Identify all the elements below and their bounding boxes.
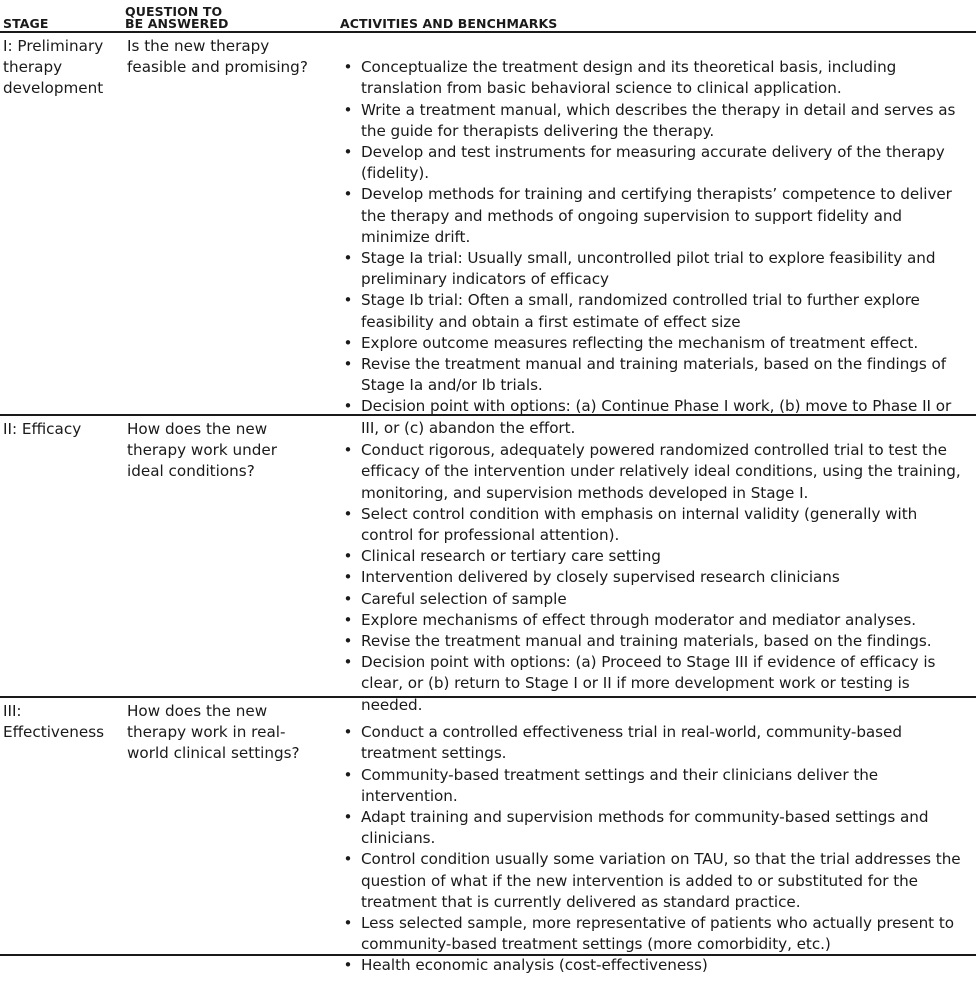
activity-text: Stage Ia trial: Usually small, uncontrolled pilot trial to explore feasibility and preliminary indicators of efficacy bbox=[361, 249, 936, 289]
activity-item bbox=[340, 142, 972, 184]
header-question: QUESTION TO BE ANSWERED bbox=[125, 4, 229, 31]
stage-cell: II: Efficacy bbox=[3, 420, 82, 438]
table-row-stage-3 bbox=[0, 698, 976, 975]
activities-list bbox=[340, 57, 972, 439]
activity-text: Health economic analysis (cost-effectiveness) bbox=[361, 956, 708, 975]
question-cell: Is the new therapy feasible and promising? bbox=[127, 37, 308, 77]
header-activities: ACTIVITIES AND BENCHMARKS bbox=[340, 15, 558, 31]
activity-item bbox=[340, 248, 972, 290]
activity-text: Revise the treatment manual and training materials, based on the findings. bbox=[361, 632, 932, 651]
activities-cell bbox=[340, 419, 972, 737]
activity-item bbox=[340, 807, 972, 849]
activity-item bbox=[340, 440, 972, 504]
activity-text: Clinical research or tertiary care setting bbox=[361, 547, 661, 566]
activities-cell bbox=[340, 36, 972, 460]
bullet-icon: • bbox=[343, 610, 353, 629]
table-header bbox=[0, 0, 976, 33]
bullet-icon: • bbox=[343, 100, 353, 119]
activity-item bbox=[340, 610, 972, 631]
question-cell: How does the new therapy work in real- world clinical settings? bbox=[127, 702, 300, 763]
activity-text: Decision point with options: (a) Proceed to Stage III if evidence of efficacy is clear, or (b) return to Stage I or II if more development work or testing is needed. bbox=[361, 653, 936, 714]
bullet-icon: • bbox=[343, 143, 353, 162]
activity-text: Control condition usually some variation on TAU, so that the trial addresses the question of what if the new intervention is added to or substituted for the treatment that is currently delivered as standard practice. bbox=[361, 850, 961, 911]
activity-text: Explore outcome measures reflecting the mechanism of treatment effect. bbox=[361, 333, 919, 352]
activity-item bbox=[340, 631, 972, 652]
bullet-icon: • bbox=[343, 397, 353, 416]
bullet-icon: • bbox=[343, 850, 353, 869]
bullet-icon: • bbox=[343, 568, 353, 587]
activities-cell bbox=[340, 701, 972, 998]
activity-item bbox=[340, 100, 972, 142]
activity-text: Less selected sample, more representative of patients who actually present to community-based treatment settings (more comorbidity, etc.) bbox=[361, 914, 954, 954]
bullet-icon: • bbox=[343, 765, 353, 784]
bullet-icon: • bbox=[343, 723, 353, 742]
activity-item bbox=[340, 913, 972, 955]
stage-cell: III: Effectiveness bbox=[3, 702, 105, 742]
activity-text: Conceptualize the treatment design and its theoretical basis, including translation from basic behavioral science to clinical application. bbox=[361, 58, 897, 98]
question-cell: How does the new therapy work under ideal conditions? bbox=[127, 420, 277, 481]
activity-text: Revise the treatment manual and training materials, based on the findings of Stage Ia and/or Ib trials. bbox=[361, 355, 947, 395]
activity-text: Write a treatment manual, which describes the therapy in detail and serves as the guide for therapists delivering the therapy. bbox=[361, 100, 956, 140]
bullet-icon: • bbox=[343, 355, 353, 374]
activity-item bbox=[340, 546, 972, 567]
activity-text: Conduct rigorous, adequately powered randomized controlled trial to test the efficacy of the intervention under relatively ideal conditions, using the training, monitoring, and supervision methods developed in Stage I. bbox=[361, 441, 961, 502]
activity-text: Intervention delivered by closely supervised research clinicians bbox=[361, 568, 840, 587]
activities-list bbox=[340, 722, 972, 976]
bullet-icon: • bbox=[343, 653, 353, 672]
activity-item bbox=[340, 57, 972, 99]
bullet-icon: • bbox=[343, 632, 353, 651]
activity-item bbox=[340, 765, 972, 807]
activity-item bbox=[340, 290, 972, 332]
header-stage: STAGE bbox=[3, 15, 49, 31]
bullet-icon: • bbox=[343, 547, 353, 566]
activity-text: Conduct a controlled effectiveness trial in real-world, community-based treatment settings. bbox=[361, 723, 902, 763]
activity-text: Decision point with options: (a) Continue Phase I work, (b) move to Phase II or III, or (c) abandon the effort. bbox=[361, 397, 952, 437]
bullet-icon: • bbox=[343, 589, 353, 608]
bullet-icon: • bbox=[343, 58, 353, 77]
bullet-icon: • bbox=[343, 956, 353, 975]
activity-text: Develop and test instruments for measuring accurate delivery of the therapy (fidelity). bbox=[361, 143, 945, 183]
bullet-icon: • bbox=[343, 291, 353, 310]
activity-item bbox=[340, 504, 972, 546]
bullet-icon: • bbox=[343, 249, 353, 268]
activity-text: Careful selection of sample bbox=[361, 589, 567, 608]
activity-item bbox=[340, 849, 972, 913]
activity-text: Adapt training and supervision methods for community-based settings and clinicians. bbox=[361, 808, 929, 848]
activity-item bbox=[340, 354, 972, 396]
activity-text: Stage Ib trial: Often a small, randomized controlled trial to further explore feasibility and obtain a first estimate of effect size bbox=[361, 291, 920, 331]
bullet-icon: • bbox=[343, 333, 353, 352]
stage-cell: I: Preliminary therapy development bbox=[3, 37, 104, 98]
activity-text: Explore mechanisms of effect through moderator and mediator analyses. bbox=[361, 610, 916, 629]
table-row-stage-2 bbox=[0, 416, 976, 714]
bullet-icon: • bbox=[343, 441, 353, 460]
activity-item bbox=[340, 567, 972, 588]
activity-text: Select control condition with emphasis on internal validity (generally with control for professional attention). bbox=[361, 504, 918, 545]
activity-item bbox=[340, 589, 972, 610]
activity-item bbox=[340, 184, 972, 248]
bullet-icon: • bbox=[343, 185, 353, 204]
bullet-icon: • bbox=[343, 504, 353, 523]
activity-item bbox=[340, 722, 972, 764]
activity-item bbox=[340, 333, 972, 354]
activity-text: Community-based treatment settings and their clinicians deliver the intervention. bbox=[361, 765, 879, 805]
bullet-icon: • bbox=[343, 808, 353, 827]
activities-list bbox=[340, 440, 972, 716]
activity-text: Develop methods for training and certifying therapists’ competence to deliver the therapy and methods of ongoing supervision to support fidelity and minimize drift. bbox=[361, 185, 952, 246]
bullet-icon: • bbox=[343, 914, 353, 933]
